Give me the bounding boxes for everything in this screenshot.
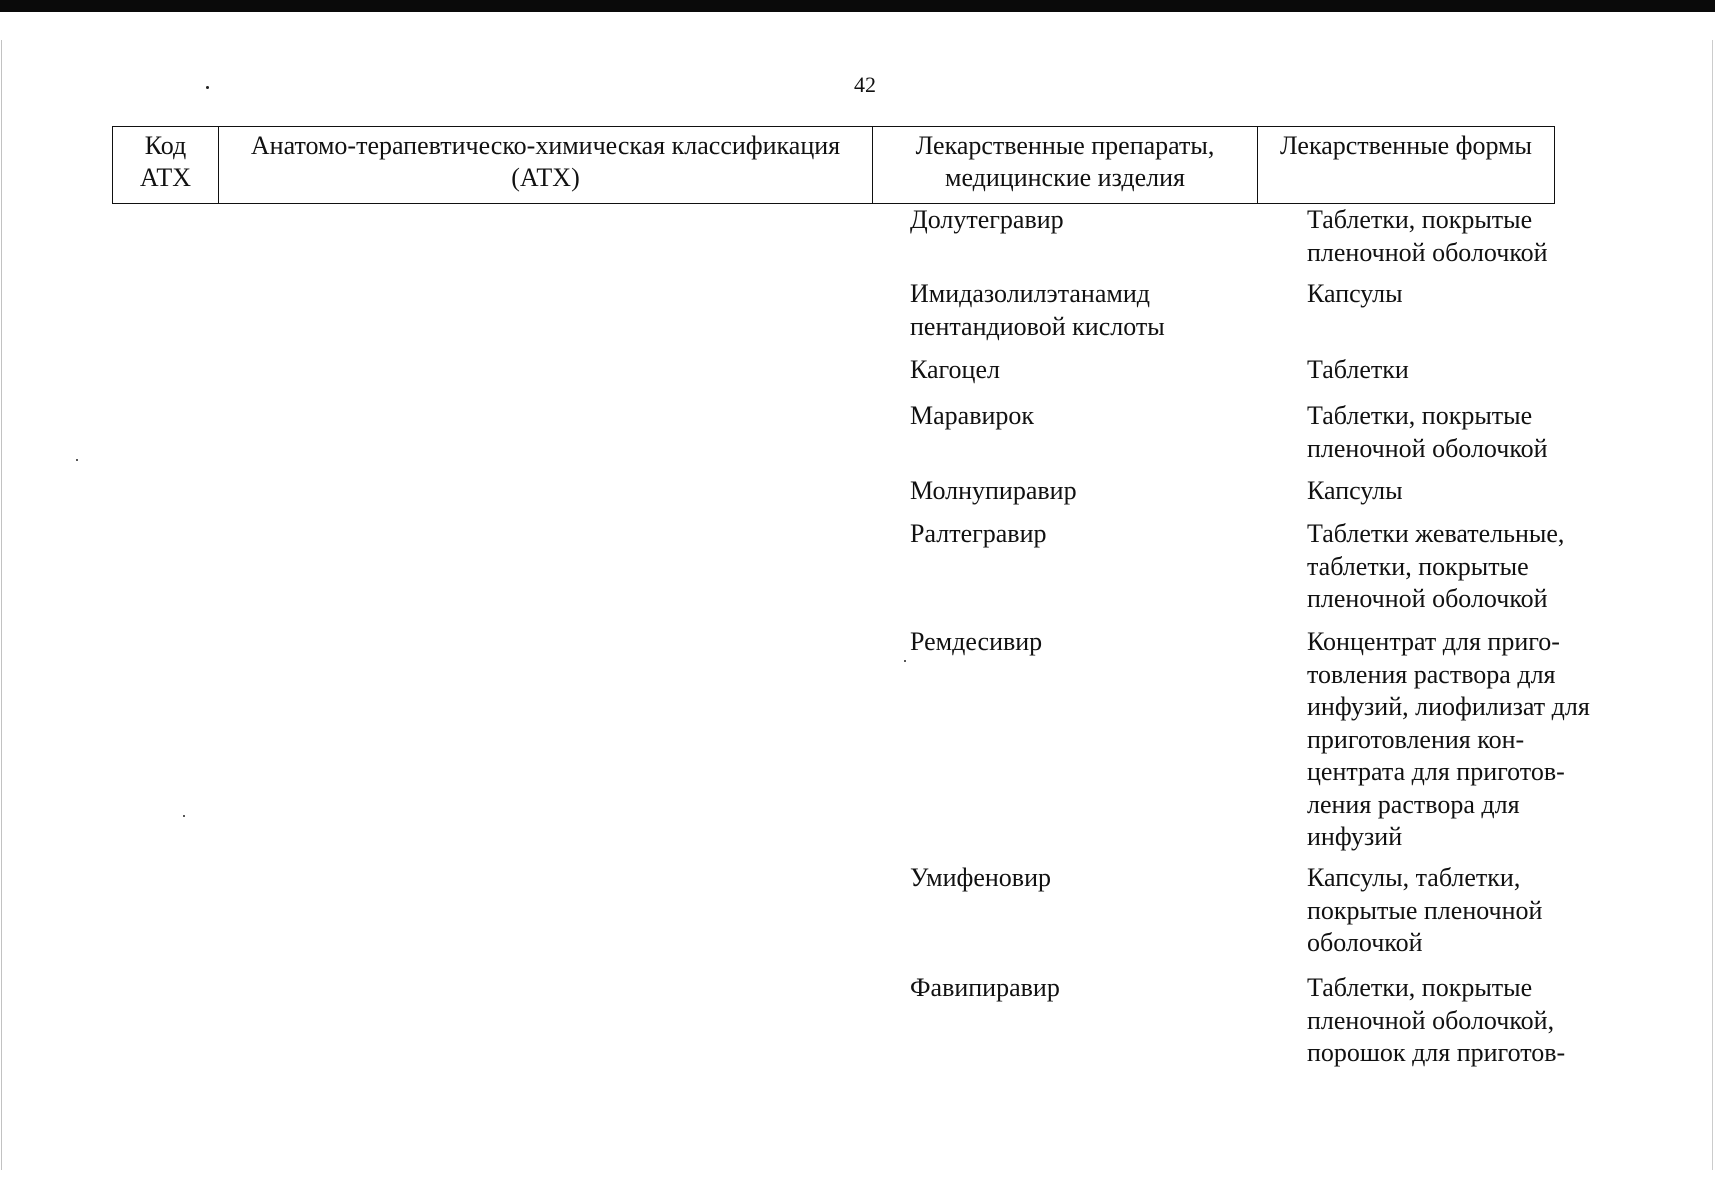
dosage-form: Капсулы, таблетки, покрытые пленочной оболочкой <box>1307 863 1543 957</box>
scan-speck <box>904 660 906 662</box>
table-row <box>910 204 1610 278</box>
scan-speck <box>76 459 78 461</box>
dosage-form: Капсулы <box>1307 279 1403 308</box>
table-row <box>910 400 1610 475</box>
table-row <box>910 972 1610 1072</box>
drug-name: Ралтегравир <box>910 519 1047 548</box>
dosage-form: Таблетки, покрытые пленочной оболочкой <box>1307 401 1548 463</box>
dosage-form: Концентрат для приго-товления раствора для инфузий, лиофилизат для приготовления кон-центрата для приготов-ления раствора для инфузий <box>1307 627 1590 851</box>
header-code: Код АТХ <box>113 127 219 204</box>
table-row <box>910 862 1610 972</box>
header-forms: Лекарственные формы <box>1258 127 1555 204</box>
dosage-form: Таблетки жевательные, таблетки, покрытые пленочной оболочкой <box>1307 519 1565 613</box>
scan-left-edge <box>1 40 2 1170</box>
table-row <box>910 518 1610 626</box>
scan-right-edge <box>1712 40 1713 1170</box>
table-row <box>910 626 1610 862</box>
table-row <box>910 475 1610 518</box>
dosage-form: Капсулы <box>1307 476 1403 505</box>
table-header <box>112 126 1555 204</box>
drug-name: Молнупиравир <box>910 476 1077 505</box>
dosage-form: Таблетки, покрытые пленочной оболочкой <box>1307 205 1548 267</box>
drug-name: Ремдесивир <box>910 627 1043 656</box>
dosage-form: Таблетки <box>1307 355 1409 384</box>
scan-speck <box>183 815 185 817</box>
drug-name: Маравирок <box>910 401 1035 430</box>
header-row <box>113 127 1555 204</box>
header-drugs: Лекарственные препараты, медицинские изделия <box>873 127 1258 204</box>
drug-name: Долутегравир <box>910 205 1064 234</box>
header-classification: Анатомо-терапевтическо-химическая классификация (АТХ) <box>219 127 873 204</box>
dosage-form: Таблетки, покрытые пленочной оболочкой, порошок для приготов- <box>1307 973 1566 1067</box>
drug-name: Умифеновир <box>910 863 1051 892</box>
scan-top-border <box>0 0 1715 12</box>
scan-speck <box>206 86 209 89</box>
drug-name: Кагоцел <box>910 355 1000 384</box>
drug-name: Фавипиравир <box>910 973 1060 1002</box>
drug-name: Имидазолилэтанамид пентандиовой кислоты <box>910 279 1165 341</box>
drug-list <box>910 204 1610 1072</box>
table-row <box>910 354 1610 400</box>
page-number: 42 <box>854 72 876 97</box>
table-row <box>910 278 1610 354</box>
